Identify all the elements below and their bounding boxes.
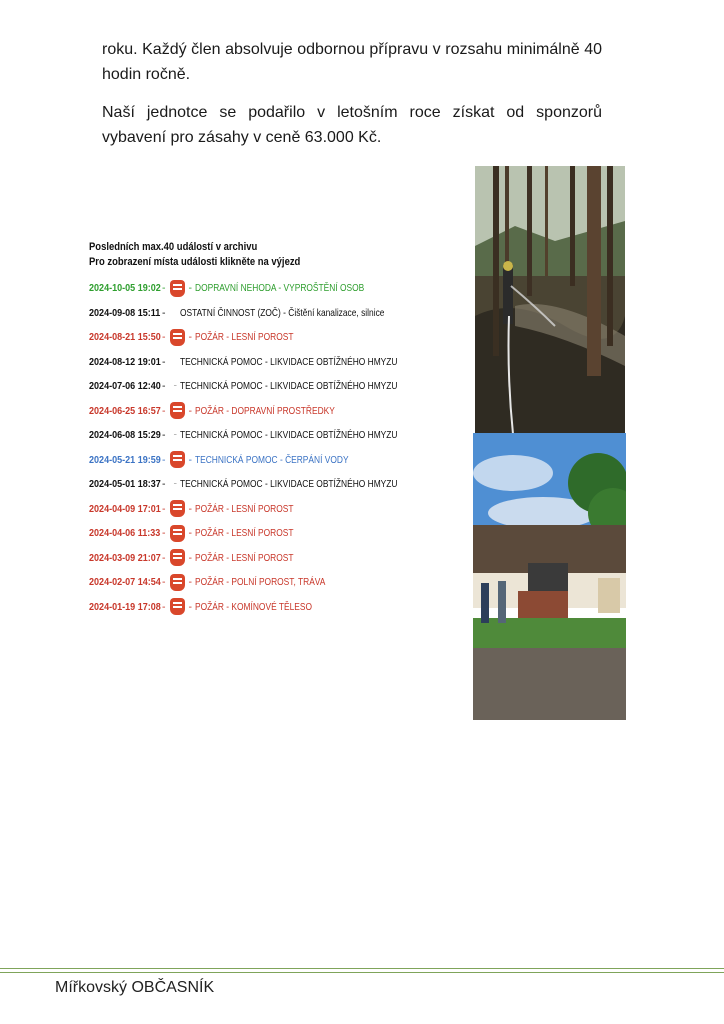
- paragraph-sponsors: Naší jednotce se podařilo v letošním roce získat od sponzorů vybavení pro zásahy v ceně 63.000 Kč.: [102, 104, 602, 146]
- event-description: POŽÁR - LESNÍ POROST: [195, 551, 294, 564]
- paragraph-training: roku. Každý člen absolvuje odbornou přípravu v rozsahu minimálně 40 hodin ročně.: [102, 41, 602, 83]
- event-description: TECHNICKÁ POMOC - ČERPÁNÍ VODY: [195, 453, 349, 466]
- footer-title: Mířkovský OBČASNÍK: [55, 979, 215, 996]
- event-description: POŽÁR - POLNÍ POROST, TRÁVA: [195, 576, 326, 589]
- event-datetime: 2024-06-25 16:57: [89, 404, 161, 417]
- fire-station-icon: [170, 500, 185, 517]
- event-row[interactable]: 2024-07-06 12:40 - - TECHNICKÁ POMOC - LIKVIDACE OBTÍŽNÉHO HMYZU: [89, 380, 398, 393]
- event-row[interactable]: 2024-02-07 14:54 - - POŽÁR - POLNÍ POROST, TRÁVA: [89, 570, 419, 595]
- event-description: TECHNICKÁ POMOC - LIKVIDACE OBTÍŽNÉHO HMYZU: [180, 429, 398, 442]
- event-description: TECHNICKÁ POMOC - LIKVIDACE OBTÍŽNÉHO HMYZU: [180, 355, 398, 368]
- event-datetime: 2024-06-08 15:29: [89, 429, 161, 442]
- photo-firefighter-forest: [475, 166, 625, 434]
- event-datetime: 2024-03-09 21:07: [89, 551, 161, 564]
- event-description: POŽÁR - DOPRAVNÍ PROSTŘEDKY: [195, 404, 335, 417]
- event-list: [89, 276, 419, 619]
- footer-divider-2: [0, 972, 724, 973]
- event-row[interactable]: 2024-09-08 15:11 - - OSTATNÍ ČINNOST (ZOČ) - Čištění kanalizace, silnice: [89, 306, 385, 319]
- event-row[interactable]: 2024-06-25 16:57 - - POŽÁR - DOPRAVNÍ PROSTŘEDKY: [89, 399, 419, 424]
- event-description: POŽÁR - LESNÍ POROST: [195, 527, 294, 540]
- event-row[interactable]: 2024-01-19 17:08 - - POŽÁR - KOMÍNOVÉ TĚLESO: [89, 595, 419, 620]
- event-datetime: 2024-07-06 12:40: [89, 380, 161, 393]
- event-datetime: 2024-04-06 11:33: [89, 527, 161, 540]
- fire-station-icon: [170, 280, 185, 297]
- footer-divider: [0, 968, 724, 969]
- event-archive-screenshot: [89, 240, 419, 630]
- event-datetime: 2024-01-19 17:08: [89, 600, 161, 613]
- fire-station-icon: [170, 574, 185, 591]
- archive-header: Posledních max.40 událostí v archivu: [89, 241, 258, 253]
- event-row[interactable]: 2024-03-09 21:07 - - POŽÁR - LESNÍ POROST: [89, 546, 419, 571]
- event-row[interactable]: 2024-05-01 18:37 - - TECHNICKÁ POMOC - LIKVIDACE OBTÍŽNÉHO HMYZU: [89, 478, 398, 491]
- event-datetime: 2024-05-21 19:59: [89, 453, 161, 466]
- event-description: POŽÁR - LESNÍ POROST: [195, 502, 294, 515]
- event-description: DOPRAVNÍ NEHODA - VYPROŠTĚNÍ OSOB: [195, 282, 365, 295]
- archive-subheader: Pro zobrazení místa události klikněte na výjezd: [89, 256, 301, 268]
- event-description: POŽÁR - LESNÍ POROST: [195, 331, 294, 344]
- event-description: TECHNICKÁ POMOC - LIKVIDACE OBTÍŽNÉHO HMYZU: [180, 380, 398, 393]
- event-datetime: 2024-08-21 15:50: [89, 331, 161, 344]
- event-description: POŽÁR - KOMÍNOVÉ TĚLESO: [195, 600, 313, 613]
- event-row[interactable]: 2024-06-08 15:29 - - TECHNICKÁ POMOC - LIKVIDACE OBTÍŽNÉHO HMYZU: [89, 429, 398, 442]
- event-row[interactable]: 2024-05-21 19:59 - - TECHNICKÁ POMOC - ČERPÁNÍ VODY: [89, 448, 419, 473]
- event-row[interactable]: 2024-04-06 11:33 - - POŽÁR - LESNÍ POROST: [89, 521, 419, 546]
- event-datetime: 2024-10-05 19:02: [89, 282, 161, 295]
- event-datetime: 2024-04-09 17:01: [89, 502, 161, 515]
- event-row[interactable]: 2024-04-09 17:01 - - POŽÁR - LESNÍ POROST: [89, 497, 419, 522]
- event-datetime: 2024-02-07 14:54: [89, 576, 161, 589]
- event-datetime: 2024-05-01 18:37: [89, 478, 161, 491]
- fire-station-icon: [170, 525, 185, 542]
- event-description: TECHNICKÁ POMOC - LIKVIDACE OBTÍŽNÉHO HMYZU: [180, 478, 398, 491]
- event-row[interactable]: 2024-10-05 19:02 - - DOPRAVNÍ NEHODA - VYPROŠTĚNÍ OSOB: [89, 276, 419, 301]
- fire-station-icon: [170, 402, 185, 419]
- event-datetime: 2024-09-08 15:11: [89, 306, 161, 319]
- event-row[interactable]: 2024-08-21 15:50 - - POŽÁR - LESNÍ POROST: [89, 325, 419, 350]
- event-datetime: 2024-08-12 19:01: [89, 355, 161, 368]
- fire-station-icon: [170, 549, 185, 566]
- fire-station-icon: [170, 451, 185, 468]
- event-description: OSTATNÍ ČINNOST (ZOČ) - Čištění kanalizace, silnice: [180, 306, 385, 319]
- fire-station-icon: [170, 329, 185, 346]
- fire-station-icon: [170, 598, 185, 615]
- event-row[interactable]: 2024-08-12 19:01 - - TECHNICKÁ POMOC - LIKVIDACE OBTÍŽNÉHO HMYZU: [89, 355, 398, 368]
- photo-wooden-shed-container: [473, 433, 626, 720]
